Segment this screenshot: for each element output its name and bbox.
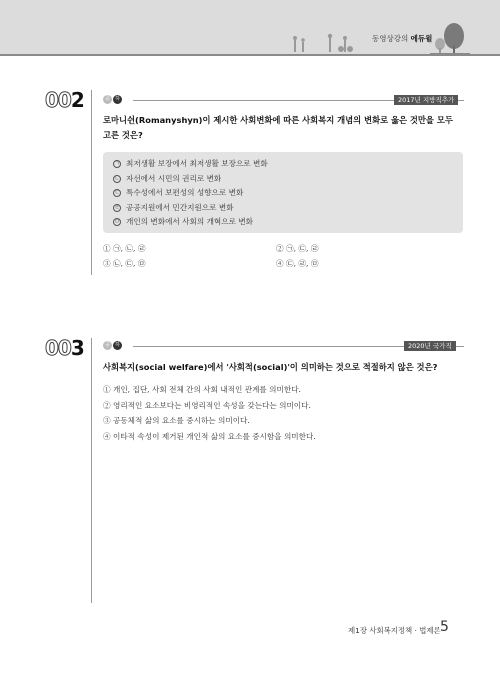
chapter-footer: 제1장 사회복지정책 · 법제론 [348,626,441,635]
answer-option[interactable]: ④ 이타적 속성이 제거된 개인적 삶의 요소를 중시함을 의미한다. [103,431,316,441]
walkers-illustration [278,30,368,54]
answer-option[interactable]: ① ㉠, ㉡, ㉣ [103,244,146,253]
question-number: 003 [45,336,84,360]
answer-option[interactable]: ② ㉠, ㉢, ㉣ [276,244,319,253]
question-number: 002 [45,88,84,112]
item-marker: ㄹ [114,204,120,211]
tree-illustration [430,22,470,54]
page-number: 5 [440,619,449,635]
answer-option[interactable]: ③ ㉡, ㉢, ㉤ [103,259,146,268]
question-stem: 사회복지(social welfare)에서 '사회적(social)'이 의미하는 것으로 적절하지 않은 것은? [103,362,438,372]
answer-option[interactable]: ③ 공동체적 삶의 요소를 중시하는 의미이다. [103,416,250,425]
statement-item: ㄹ 공공지원에서 민간지원으로 변화 [114,202,234,212]
item-marker: ㅁ [114,219,120,226]
item-marker: ㄱ [114,161,120,167]
source-tag: 2017년 지방직추가 [394,95,458,105]
difficulty-badge: 중 하 [103,341,123,350]
statement-item: ㄴ 자선에서 시민의 권리로 변화 [114,173,222,183]
question-divider-line [91,338,92,603]
brand-label: 동영상강의 에듀윌 [372,34,433,43]
question-divider-line [91,90,92,275]
question-stem: 로마니쉰(Romanyshyn)이 제시한 사회변화에 따른 사회복지 개념의 변화로 옳은 것만을 모두 고른 것은? [103,115,453,140]
header-band [0,0,500,54]
statement-item: ㄱ 최저생활 보장에서 최저생활 보장으로 변화 [114,159,268,168]
source-tag: 2020년 국가직 [404,341,456,351]
statement-item: ㄷ 특수성에서 보편성의 성향으로 변화 [114,188,244,198]
answer-option[interactable]: ④ ㉢, ㉣, ㉤ [276,259,319,268]
item-marker: ㄷ [114,190,120,197]
item-marker: ㄴ [114,175,120,182]
statement-item: ㅁ 개인의 변화에서 사회의 개혁으로 변화 [114,217,254,227]
answer-option[interactable]: ② 영리적인 요소보다는 비영리적인 속성을 갖는다는 의미이다. [103,400,311,410]
answer-option-list [103,382,463,444]
answer-option[interactable]: ① 개인, 집단, 사회 전체 간의 사회 내적인 관계를 의미한다. [103,385,301,394]
difficulty-badge: 중 하 [103,95,123,104]
statement-box [103,152,463,233]
header-rule [0,54,500,56]
